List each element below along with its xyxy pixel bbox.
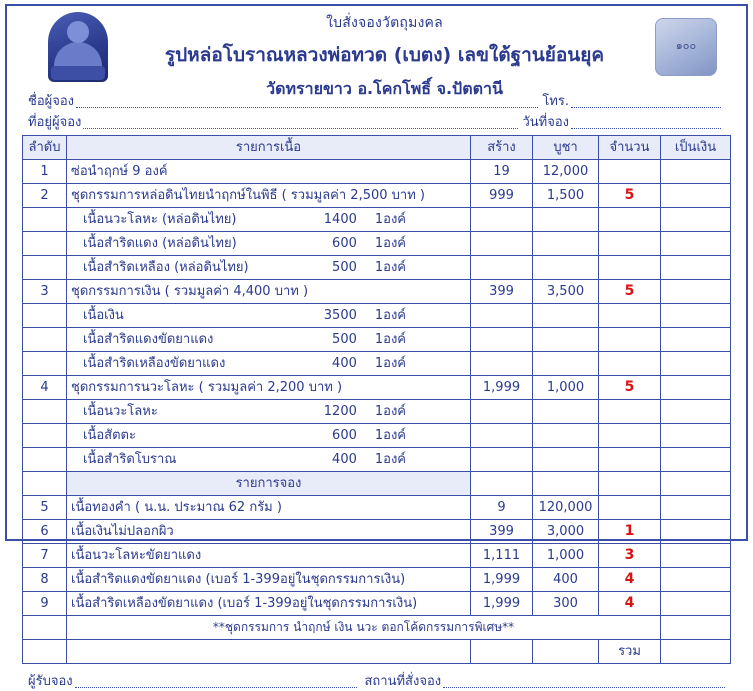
table-body-part1 [23,160,731,472]
section-header-row [23,472,731,496]
address-label: ที่อยู่ผู้จอง [28,115,82,130]
signer-input[interactable] [75,674,357,688]
row-price: 3,500 [533,280,599,304]
document-title-line3: วัดทรายขาว อ.โคกโพธิ์ จ.ปัตตานี [266,79,503,98]
row-made [471,232,533,256]
row-made [471,352,533,376]
table-body-section [23,472,731,496]
row-quantity[interactable]: 5 [599,184,661,208]
row-description-text: ชุดกรรมการหล่อดินไทยนำฤกษ์ในพิธี ( รวมมูลค่า 2,500 บาท ) [71,188,425,203]
row-no [23,400,67,424]
table-row [23,592,731,616]
row-no: 4 [23,376,67,400]
row-description [67,424,471,448]
row-quantity[interactable] [599,160,661,184]
row-amount: 400 [332,452,357,467]
row-description-text: เนื้อเงินไม่ปลอกผิว [71,524,174,539]
col-money: เป็นเงิน [661,136,731,160]
row-money[interactable] [661,568,731,592]
row-description-text: เนื้อสำริดแดง (หล่อดินไทย) [83,236,237,251]
row-money[interactable] [661,184,731,208]
row-price [533,400,599,424]
address-input[interactable] [83,115,518,129]
square-amulet-glyph: ๑๐๐ [675,39,697,52]
row-description [67,184,471,208]
date-label: วันที่จอง [522,115,569,130]
row-description-text: เนื้อนวะโลหะ (หล่อดินไทย) [83,212,237,227]
row-made [471,304,533,328]
table-row [23,160,731,184]
row-price [533,208,599,232]
row-no [23,256,67,280]
row-quantity[interactable]: 4 [599,592,661,616]
row-unit: 1องค์ [374,332,406,347]
total-label: รวม [599,640,661,664]
row-description-text: เนื้อสำริดแดงขัดยาแดง [83,332,214,347]
row-made: 1,999 [471,592,533,616]
row-made [471,208,533,232]
row-amount: 500 [332,260,357,275]
row-money[interactable] [661,496,731,520]
document-title-line2: รูปหล่อโบราณหลวงพ่อทวด (เบตง) เลขใต้ฐานย้อนยุค [164,44,605,66]
row-price [533,328,599,352]
row-no: 6 [23,520,67,544]
row-quantity[interactable] [599,232,661,256]
footnote-money [661,616,731,640]
row-money[interactable] [661,376,731,400]
row-description [67,496,471,520]
row-no: 3 [23,280,67,304]
table-row [23,496,731,520]
row-money[interactable] [661,160,731,184]
row-made [471,400,533,424]
row-description-text: ชุดกรรมการนวะโลหะ ( รวมมูลค่า 2,200 บาท ) [71,380,343,395]
table-header-row [23,136,731,160]
total-price [533,640,599,664]
row-no [23,304,67,328]
row-description [67,256,471,280]
row-price: 1,500 [533,184,599,208]
table-row [23,184,731,208]
row-description-text: เนื้อทองคำ ( น.น. ประมาณ 62 กรัม ) [71,500,282,515]
row-description [67,232,471,256]
col-price: บูชา [533,136,599,160]
row-made: 19 [471,160,533,184]
row-money[interactable] [661,352,731,376]
row-description-text: เนื้อเงิน [83,308,124,323]
row-amount: 400 [332,356,357,371]
row-price: 300 [533,592,599,616]
row-money[interactable] [661,328,731,352]
name-label: ชื่อผู้จอง [28,94,75,109]
row-description-text: ชุดกรรมการเงิน ( รวมมูลค่า 4,400 บาท ) [71,284,309,299]
row-price: 1,000 [533,544,599,568]
row-description-text: เนื้อนวะโลหะขัดยาแดง [71,548,202,563]
table-row [23,352,731,376]
row-quantity[interactable] [599,424,661,448]
square-amulet-icon [655,18,717,76]
table-row [23,424,731,448]
row-description [67,568,471,592]
row-price [533,424,599,448]
row-made: 399 [471,280,533,304]
table-row [23,520,731,544]
table-row [23,568,731,592]
row-description-text: เนื้อสำริดโบราณ [83,452,177,467]
row-description [67,208,471,232]
row-no [23,448,67,472]
row-description-text: เนื้อสำริดเหลืองขัดยาแดง (เบอร์ 1-399อยู่ในชุดกรรมการเงิน) [71,596,418,611]
row-money[interactable] [661,400,731,424]
row-unit: 1องค์ [374,236,406,251]
section-header-money [661,472,731,496]
row-no: 5 [23,496,67,520]
row-money[interactable] [661,544,731,568]
row-description [67,448,471,472]
row-quantity[interactable] [599,448,661,472]
row-amount: 1200 [323,404,357,419]
row-unit: 1องค์ [374,308,406,323]
row-unit: 1องค์ [374,452,406,467]
row-description [67,376,471,400]
row-price: 120,000 [533,496,599,520]
row-price [533,448,599,472]
row-money[interactable] [661,232,731,256]
row-description [67,304,471,328]
row-quantity[interactable]: 4 [599,568,661,592]
table-row [23,544,731,568]
row-money[interactable] [661,424,731,448]
row-description [67,544,471,568]
row-description [67,328,471,352]
row-quantity[interactable]: 3 [599,544,661,568]
row-quantity[interactable] [599,256,661,280]
row-money[interactable] [661,256,731,280]
row-price: 12,000 [533,160,599,184]
total-made [471,640,533,664]
total-value[interactable] [661,640,731,664]
table-row [23,376,731,400]
table-row [23,400,731,424]
address-row [28,111,725,132]
row-price [533,304,599,328]
date-input[interactable] [571,115,721,129]
row-description-text: ซ่อนำฤกษ์ 9 องค์ [71,164,168,179]
row-quantity[interactable]: 5 [599,280,661,304]
row-description [67,592,471,616]
row-amount: 600 [332,428,357,443]
row-description [67,280,471,304]
row-description-text: เนื้อสำริดแดงขัดยาแดง (เบอร์ 1-399อยู่ในชุดกรรมการเงิน) [71,572,406,587]
row-description [67,352,471,376]
buddha-amulet-icon [42,10,114,82]
table-row [23,280,731,304]
row-amount: 500 [332,332,357,347]
row-money[interactable] [661,208,731,232]
section-header-no [23,472,67,496]
row-no: 8 [23,568,67,592]
row-money[interactable] [661,304,731,328]
col-qty: จำนวน [599,136,661,160]
section-header-qty [599,472,661,496]
row-no [23,352,67,376]
row-quantity[interactable] [599,496,661,520]
row-description [67,520,471,544]
row-unit: 1องค์ [374,428,406,443]
row-made [471,256,533,280]
title-block [114,10,655,102]
table-row [23,328,731,352]
row-quantity[interactable] [599,328,661,352]
row-money[interactable] [661,448,731,472]
document-header [16,10,737,98]
table-row [23,208,731,232]
row-money[interactable] [661,592,731,616]
order-table [22,135,731,664]
row-quantity[interactable]: 5 [599,376,661,400]
row-no [23,208,67,232]
row-price: 400 [533,568,599,592]
row-description-text: เนื้อสำริดเหลืองขัดยาแดง [83,356,226,371]
row-unit: 1องค์ [374,404,406,419]
table-row [23,232,731,256]
col-desc: รายการเนื้อ [67,136,471,160]
document-title-line1: ใบสั่งจองวัตถุมงคล [326,15,443,31]
row-description [67,400,471,424]
col-no: ลำดับ [23,136,67,160]
row-quantity[interactable]: 1 [599,520,661,544]
row-price: 1,000 [533,376,599,400]
row-money[interactable] [661,280,731,304]
signer-label: ผู้รับจอง [28,674,73,689]
col-made: สร้าง [471,136,533,160]
row-no: 9 [23,592,67,616]
row-made: 399 [471,520,533,544]
place-label: สถานที่สั่งจอง [364,674,442,689]
section-header-price [533,472,599,496]
total-no [23,640,67,664]
section-header-made [471,472,533,496]
row-quantity[interactable] [599,208,661,232]
table-row [23,256,731,280]
row-made: 9 [471,496,533,520]
row-quantity[interactable] [599,352,661,376]
footnote-row [23,616,731,640]
row-made: 1,999 [471,376,533,400]
row-price [533,256,599,280]
phone-label: โทร. [542,94,569,109]
row-price [533,232,599,256]
total-desc [67,640,471,664]
row-unit: 1องค์ [374,356,406,371]
table-row [23,304,731,328]
row-made [471,328,533,352]
footnote-text: **ชุดกรรมการ นำฤกษ์ เงิน นวะ ตอกโค้ดกรรมการพิเศษ** [67,616,661,640]
row-price [533,352,599,376]
row-made: 1,111 [471,544,533,568]
row-price: 3,000 [533,520,599,544]
total-row [23,640,731,664]
place-input[interactable] [443,674,725,688]
row-description-text: เนื้อสัตตะ [83,428,136,443]
row-money[interactable] [661,520,731,544]
row-made: 1,999 [471,568,533,592]
row-no: 1 [23,160,67,184]
row-amount: 600 [332,236,357,251]
row-unit: 1องค์ [374,212,406,227]
table-row [23,448,731,472]
row-amount: 1400 [323,212,357,227]
document-footer [28,670,725,691]
row-no [23,232,67,256]
table-footer [23,616,731,664]
row-no [23,328,67,352]
footnote-no [23,616,67,640]
row-amount: 3500 [323,308,357,323]
row-no [23,424,67,448]
row-description [67,160,471,184]
row-description-text: เนื้อสำริดเหลือง (หล่อดินไทย) [83,260,249,275]
row-unit: 1องค์ [374,260,406,275]
row-made [471,424,533,448]
table-body-part2 [23,496,731,616]
row-made [471,448,533,472]
row-made: 999 [471,184,533,208]
row-no: 2 [23,184,67,208]
row-quantity[interactable] [599,400,661,424]
section-header-label: รายการจอง [67,472,471,496]
row-quantity[interactable] [599,304,661,328]
row-no: 7 [23,544,67,568]
row-description-text: เนื้อนวะโลหะ [83,404,158,419]
